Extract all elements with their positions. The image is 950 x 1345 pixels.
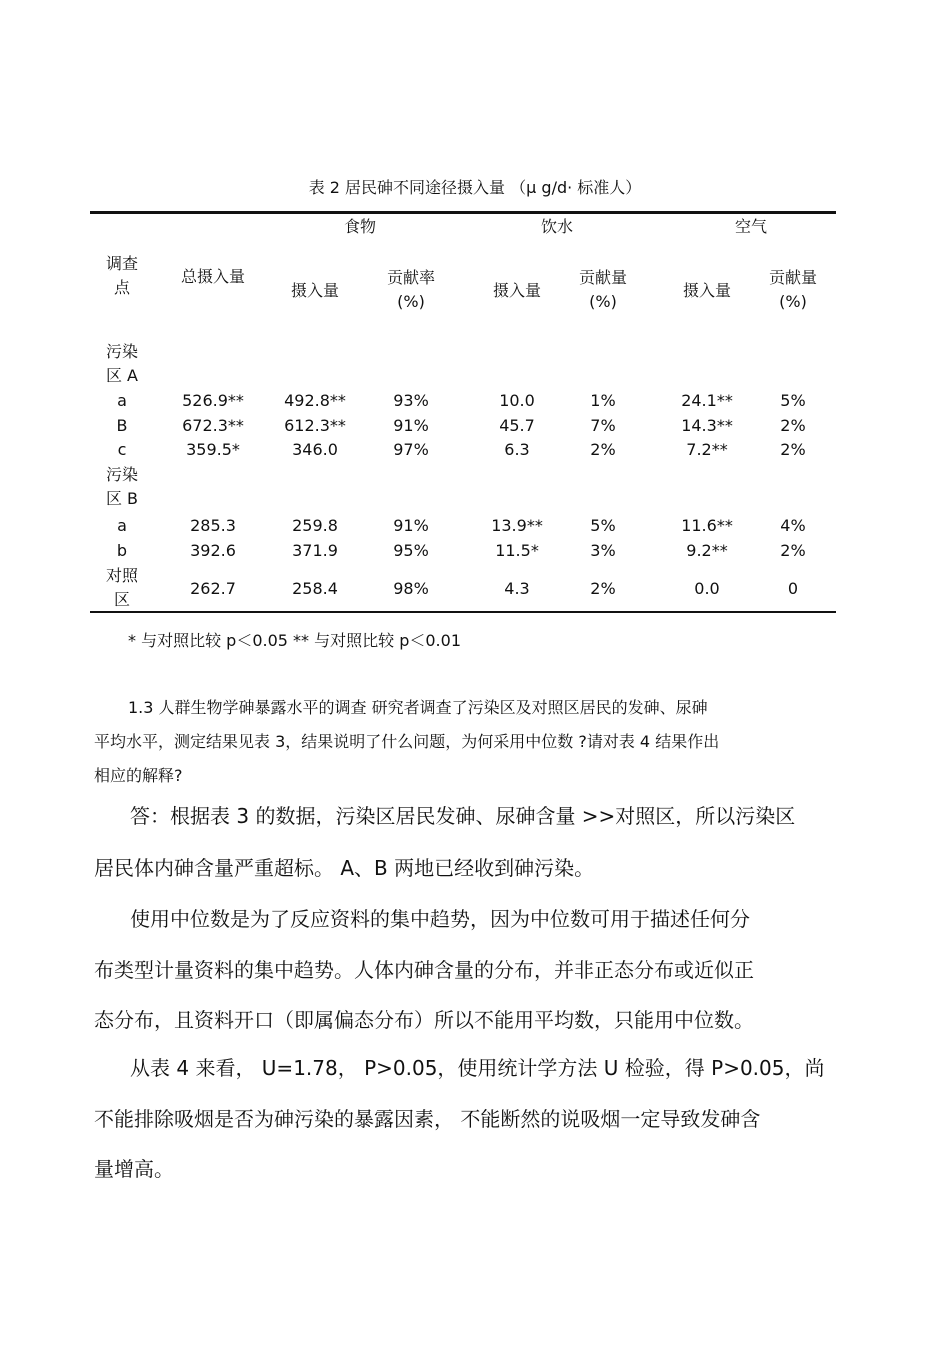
header-food-rate — [372, 266, 450, 314]
header-air-intake: 摄入量 — [682, 281, 731, 300]
header-water-intake: 摄入量 — [492, 281, 541, 300]
cell-total: 672.3** — [182, 416, 244, 435]
cell-air-intake: 24.1** — [681, 391, 733, 410]
cell-water-rate: 7% — [590, 416, 616, 435]
header-air-rate-line2: (%) — [779, 292, 807, 311]
question-line-3: 相应的解释? — [94, 766, 183, 785]
table-caption: 表 2 居民砷不同途径摄入量 （μ g/d· 标准人） — [308, 178, 642, 197]
group-header-food: 食物 — [343, 217, 376, 236]
group-header-water: 饮水 — [540, 217, 573, 236]
header-site-line2: 点 — [113, 278, 130, 297]
cell-water-rate: 2% — [590, 579, 616, 598]
cell-total: 285.3 — [190, 516, 236, 535]
table-footnote: * 与对照比较 p＜0.05 ** 与对照比较 p＜0.01 — [128, 631, 461, 650]
header-site-line1: 调查 — [105, 254, 138, 273]
answer-line-4: 布类型计量资料的集中趋势。人体内砷含量的分布，并非正态分布或近似正 — [94, 958, 754, 982]
section-label-a — [92, 340, 152, 388]
cell-air-intake: 11.6** — [681, 516, 733, 535]
cell-food-rate: 91% — [393, 416, 429, 435]
header-food-intake: 摄入量 — [290, 281, 339, 300]
answer-line-1: 答：根据表 3 的数据，污染区居民发砷、尿砷含量 >>对照区，所以污染区 — [130, 804, 796, 828]
question-line-2: 平均水平，测定结果见表 3，结果说明了什么问题，为何采用中位数 ?请对表 4 结果作出 — [94, 732, 720, 751]
question-line-1: 1.3 人群生物学砷暴露水平的调查 研究者调查了污染区及对照区居民的发砷、尿砷 — [128, 698, 708, 717]
cell-food-intake: 346.0 — [292, 440, 338, 459]
cell-air-rate: 4% — [780, 516, 806, 535]
table-bottom-rule — [90, 611, 836, 613]
answer-line-2: 居民体内砷含量严重超标。 A、B 两地已经收到砷污染。 — [94, 856, 595, 880]
cell-site: a — [117, 391, 127, 410]
cell-food-intake: 492.8** — [284, 391, 346, 410]
cell-air-intake: 14.3** — [681, 416, 733, 435]
cell-water-intake: 6.3 — [504, 440, 530, 459]
cell-air-intake: 9.2** — [686, 541, 728, 560]
cell-food-rate: 91% — [393, 516, 429, 535]
header-food-rate-line2: (%) — [397, 292, 425, 311]
header-air-rate-line1: 贡献量 — [768, 268, 817, 287]
cell-water-intake: 45.7 — [499, 416, 535, 435]
cell-site: b — [116, 541, 128, 560]
cell-food-intake: 259.8 — [292, 516, 338, 535]
cell-air-intake: 0.0 — [694, 579, 720, 598]
cell-site: a — [117, 516, 127, 535]
answer-line-5: 态分布，且资料开口（即属偏态分布）所以不能用平均数，只能用中位数。 — [94, 1008, 754, 1032]
answer-line-3: 使用中位数是为了反应资料的集中趋势，因为中位数可用于描述任何分 — [130, 907, 750, 931]
cell-water-rate: 5% — [590, 516, 616, 535]
group-header-air: 空气 — [734, 217, 767, 236]
cell-air-rate: 0 — [787, 579, 799, 598]
cell-air-rate: 2% — [780, 440, 806, 459]
cell-food-rate: 93% — [393, 391, 429, 410]
header-water-rate — [564, 266, 642, 314]
cell-water-intake: 11.5* — [495, 541, 539, 560]
cell-total: 392.6 — [190, 541, 236, 560]
cell-water-rate: 1% — [590, 391, 616, 410]
cell-total: 262.7 — [190, 579, 236, 598]
header-water-rate-line2: (%) — [589, 292, 617, 311]
table-top-rule — [90, 211, 836, 214]
cell-food-rate: 98% — [393, 579, 429, 598]
cell-water-intake: 10.0 — [499, 391, 535, 410]
cell-air-rate: 5% — [780, 391, 806, 410]
cell-air-rate: 2% — [780, 416, 806, 435]
cell-water-intake: 4.3 — [504, 579, 530, 598]
cell-water-intake: 13.9** — [491, 516, 543, 535]
cell-site: B — [116, 416, 128, 435]
cell-site — [92, 564, 152, 612]
cell-food-intake: 258.4 — [292, 579, 338, 598]
cell-food-rate: 95% — [393, 541, 429, 560]
cell-air-rate: 2% — [780, 541, 806, 560]
header-water-rate-line1: 贡献量 — [578, 268, 627, 287]
cell-total: 359.5* — [186, 440, 240, 459]
cell-food-intake: 612.3** — [284, 416, 346, 435]
header-total: 总摄入量 — [180, 267, 245, 286]
cell-air-intake: 7.2** — [686, 440, 728, 459]
answer-line-8: 量增高。 — [94, 1157, 174, 1181]
section-b-line1: 污染 — [105, 465, 138, 484]
section-a-line2: 区 A — [105, 366, 139, 385]
cell-water-rate: 3% — [590, 541, 616, 560]
cell-food-intake: 371.9 — [292, 541, 338, 560]
header-site — [92, 252, 152, 300]
cell-total: 526.9** — [182, 391, 244, 410]
cell-site-line1: 对照 — [105, 566, 138, 585]
cell-water-rate: 2% — [590, 440, 616, 459]
answer-line-6: 从表 4 来看， U=1.78， P>0.05，使用统计学方法 U 检验，得 P>0.05，尚 — [130, 1056, 825, 1080]
answer-line-7: 不能排除吸烟是否为砷污染的暴露因素， 不能断然的说吸烟一定导致发砷含 — [94, 1107, 761, 1131]
header-air-rate — [754, 266, 832, 314]
cell-site: c — [117, 440, 127, 459]
cell-food-rate: 97% — [393, 440, 429, 459]
section-a-line1: 污染 — [105, 342, 138, 361]
section-b-line2: 区 B — [105, 489, 139, 508]
cell-site-line2: 区 — [113, 590, 130, 609]
header-food-rate-line1: 贡献率 — [386, 268, 435, 287]
section-label-b — [92, 463, 152, 511]
